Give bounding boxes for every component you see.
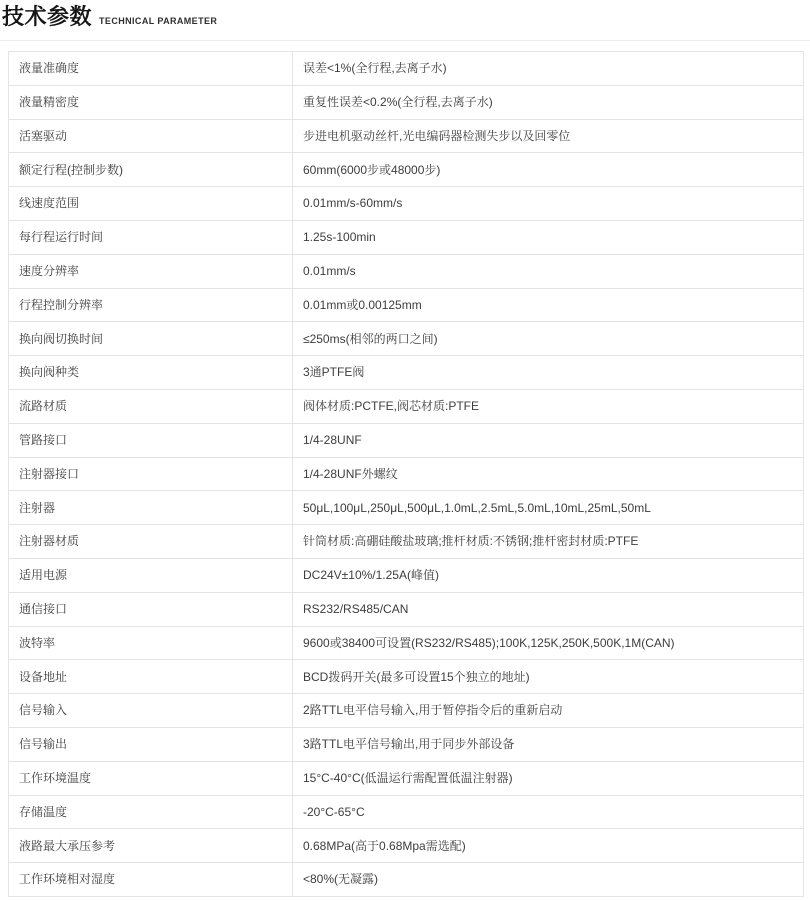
parameter-label: 流路材质 — [9, 389, 293, 423]
parameter-label: 每行程运行时间 — [9, 220, 293, 254]
parameter-value: RS232/RS485/CAN — [293, 592, 804, 626]
parameter-value: 1.25s-100min — [293, 220, 804, 254]
parameter-label: 适用电源 — [9, 558, 293, 592]
table-row — [9, 220, 804, 254]
page-subtitle: TECHNICAL PARAMETER — [99, 16, 218, 26]
parameter-label: 注射器接口 — [9, 457, 293, 491]
parameter-value: 3路TTL电平信号输出,用于同步外部设备 — [293, 727, 804, 761]
table-row — [9, 389, 804, 423]
parameter-value: DC24V±10%/1.25A(峰值) — [293, 558, 804, 592]
table-row — [9, 254, 804, 288]
table-row — [9, 660, 804, 694]
parameter-label: 信号输入 — [9, 694, 293, 728]
table-row — [9, 322, 804, 356]
parameter-value: 3通PTFE阀 — [293, 356, 804, 390]
parameter-value: 针筒材质:高硼硅酸盐玻璃;推杆材质:不锈钢;推杆密封材质:PTFE — [293, 525, 804, 559]
page-title: 技术参数 — [2, 4, 93, 29]
table-row — [9, 592, 804, 626]
parameter-label: 信号输出 — [9, 727, 293, 761]
table-row — [9, 119, 804, 153]
parameter-label: 工作环境温度 — [9, 761, 293, 795]
table-row — [9, 525, 804, 559]
table-row — [9, 153, 804, 187]
parameter-value: 60mm(6000步或48000步) — [293, 153, 804, 187]
parameter-value: BCD拨码开关(最多可设置15个独立的地址) — [293, 660, 804, 694]
table-row — [9, 356, 804, 390]
parameter-value: 误差<1%(全行程,去离子水) — [293, 52, 804, 86]
table-row — [9, 761, 804, 795]
parameter-value: 1/4-28UNF外螺纹 — [293, 457, 804, 491]
parameter-value: ≤250ms(相邻的两口之间) — [293, 322, 804, 356]
table-row — [9, 829, 804, 863]
parameter-value: <80%(无凝露) — [293, 863, 804, 897]
parameter-label: 线速度范围 — [9, 187, 293, 221]
parameter-value: 15°C-40°C(低温运行需配置低温注射器) — [293, 761, 804, 795]
section-header — [0, 0, 810, 34]
parameter-label: 波特率 — [9, 626, 293, 660]
parameter-value: -20°C-65°C — [293, 795, 804, 829]
parameter-label: 存储温度 — [9, 795, 293, 829]
table-row — [9, 457, 804, 491]
parameter-label: 额定行程(控制步数) — [9, 153, 293, 187]
table-row — [9, 558, 804, 592]
parameter-label: 注射器材质 — [9, 525, 293, 559]
parameter-label: 注射器 — [9, 491, 293, 525]
table-row — [9, 795, 804, 829]
parameter-label: 液路最大承压参考 — [9, 829, 293, 863]
parameter-label: 通信接口 — [9, 592, 293, 626]
parameter-value: 阀体材质:PCTFE,阀芯材质:PTFE — [293, 389, 804, 423]
table-row — [9, 423, 804, 457]
header-divider — [0, 40, 810, 41]
parameter-label: 工作环境相对湿度 — [9, 863, 293, 897]
parameter-value: 50μL,100μL,250μL,500μL,1.0mL,2.5mL,5.0mL,10mL,25mL,50mL — [293, 491, 804, 525]
parameter-value: 0.01mm/s-60mm/s — [293, 187, 804, 221]
parameter-value: 1/4-28UNF — [293, 423, 804, 457]
parameter-label: 液量精密度 — [9, 85, 293, 119]
parameter-label: 换向阀种类 — [9, 356, 293, 390]
spec-table — [8, 51, 804, 897]
parameter-label: 管路接口 — [9, 423, 293, 457]
parameter-value: 步进电机驱动丝杆,光电编码器检测失步以及回零位 — [293, 119, 804, 153]
parameter-value: 重复性误差<0.2%(全行程,去离子水) — [293, 85, 804, 119]
parameter-label: 活塞驱动 — [9, 119, 293, 153]
spec-table-body — [9, 52, 804, 897]
parameter-value: 2路TTL电平信号输入,用于暂停指令后的重新启动 — [293, 694, 804, 728]
parameter-label: 速度分辨率 — [9, 254, 293, 288]
table-row — [9, 491, 804, 525]
parameter-label: 液量准确度 — [9, 52, 293, 86]
table-row — [9, 85, 804, 119]
table-row — [9, 727, 804, 761]
parameter-label: 设备地址 — [9, 660, 293, 694]
parameter-value: 0.68MPa(高于0.68Mpa需选配) — [293, 829, 804, 863]
parameter-value: 0.01mm/s — [293, 254, 804, 288]
table-row — [9, 288, 804, 322]
table-row — [9, 187, 804, 221]
table-row — [9, 626, 804, 660]
table-row — [9, 52, 804, 86]
parameter-value: 0.01mm或0.00125mm — [293, 288, 804, 322]
parameter-label: 行程控制分辨率 — [9, 288, 293, 322]
table-row — [9, 694, 804, 728]
parameter-value: 9600或38400可设置(RS232/RS485);100K,125K,250K,500K,1M(CAN) — [293, 626, 804, 660]
parameter-label: 换向阀切换时间 — [9, 322, 293, 356]
table-row — [9, 863, 804, 897]
